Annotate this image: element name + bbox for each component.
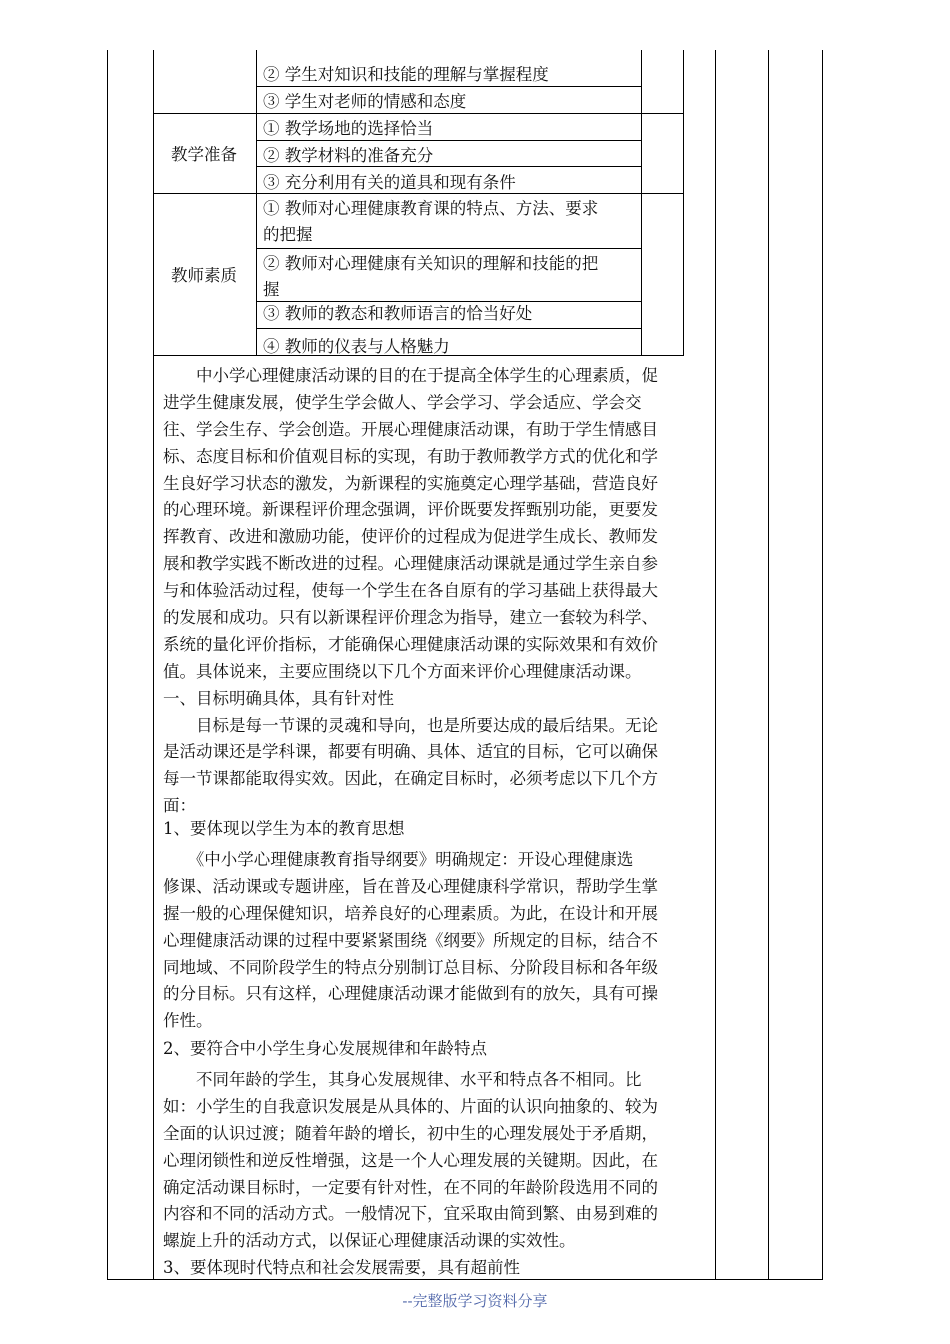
section-heading: 3、要体现时代特点和社会发展需要，具有超前性 xyxy=(163,1258,520,1277)
criteria-item: ④ 教师的仪表与人格魅力 xyxy=(263,337,450,356)
text-line: 是活动课还是学科课，都要有明确、具体、适宜的目标，它可以确保 xyxy=(163,742,658,762)
row-divider xyxy=(256,166,642,167)
criteria-item: ① 教师对心理健康教育课的特点、方法、要求 xyxy=(263,199,599,218)
teaching-prep-label: 教学准备 xyxy=(171,145,237,164)
section-heading: 一、目标明确具体，具有针对性 xyxy=(163,688,394,708)
text-line: 系统的量化评价指标，才能确保心理健康活动课的实际效果和有效价 xyxy=(163,634,658,654)
criteria-item: ③ 充分利用有关的道具和现有条件 xyxy=(263,173,516,192)
col-divider xyxy=(153,50,154,1280)
page-footer: --完整版学习资料分享 xyxy=(402,1292,548,1310)
text-line: 心理健康活动课的过程中要紧紧围绕《纲要》所规定的目标，结合不 xyxy=(163,930,658,950)
row-divider xyxy=(153,113,684,114)
text-line: 目标是每一节课的灵魂和导向，也是所要达成的最后结果。无论 xyxy=(163,715,658,735)
text-line: 挥教育、改进和激励功能，使评价的过程成为促进学生成长、教师发 xyxy=(163,527,658,547)
section-heading: 2、要符合中小学生身心发展规律和年龄特点 xyxy=(163,1039,487,1058)
text-line: 的心理环境。新课程评价理念强调，评价既要发挥甄别功能，更要发 xyxy=(163,500,658,520)
text-line: 标、态度目标和价值观目标的实现，有助于教师教学方式的优化和学 xyxy=(163,446,658,466)
row-divider xyxy=(256,140,642,141)
criteria-item: ① 教学场地的选择恰当 xyxy=(263,119,434,138)
text-line: 的发展和成功。只有以新课程评价理念为指导，建立一套较为科学、 xyxy=(163,608,658,628)
col-divider xyxy=(256,50,257,356)
criteria-item: ② 学生对知识和技能的理解与掌握程度 xyxy=(263,65,549,84)
criteria-item: ② 教学材料的准备充分 xyxy=(263,146,434,165)
row-divider xyxy=(256,328,642,329)
col-divider xyxy=(683,50,684,356)
text-line: 内容和不同的活动方式。一般情况下，宜采取由简到繁、由易到难的 xyxy=(163,1204,658,1224)
text-line: 《中小学心理健康教育指导纲要》明确规定：开设心理健康选 xyxy=(163,850,634,869)
text-line: 往、学会生存、学会创造。开展心理健康活动课，有助于学生情感目 xyxy=(163,419,658,439)
row-divider xyxy=(256,248,642,249)
criteria-item: 握 xyxy=(263,280,280,299)
criteria-item: 的把握 xyxy=(263,225,313,244)
text-line: 值。具体说来，主要应围绕以下几个方面来评价心理健康活动课。 xyxy=(163,661,642,681)
text-line: 面： xyxy=(163,796,196,816)
body-text xyxy=(163,363,715,820)
section-heading: 1、要体现以学生为本的教育思想 xyxy=(163,819,405,838)
text-line: 全面的认识过渡；随着年龄的增长，初中生的心理发展处于矛盾期， xyxy=(163,1123,658,1143)
text-line: 进学生健康发展，使学生学会做人、学会学习、学会适应、学会交 xyxy=(163,392,642,412)
text-line: 作性。 xyxy=(163,1011,213,1031)
text-line: 与和体验活动过程，使每一个学生在各自原有的学习基础上获得最大 xyxy=(163,581,658,601)
row-divider xyxy=(256,301,642,302)
criteria-item: ② 教师对心理健康有关知识的理解和技能的把 xyxy=(263,254,599,273)
criteria-item: ③ 教师的教态和教师语言的恰当好处 xyxy=(263,304,533,323)
row-divider xyxy=(153,193,684,194)
table-border-right xyxy=(822,50,823,1280)
text-line: 心理闭锁性和逆反性增强，这是一个人心理发展的关键期。因此，在 xyxy=(163,1150,658,1170)
table-border-left xyxy=(107,50,108,1280)
section-2 xyxy=(163,1036,715,1063)
text-line: 螺旋上升的活动方式，以保证心理健康活动课的实效性。 xyxy=(163,1231,576,1251)
text-line: 的分目标。只有这样，心理健康活动课才能做到有的放矢，具有可操 xyxy=(163,984,658,1004)
text-line: 同地域、不同阶段学生的特点分别制订总目标、分阶段目标和各年级 xyxy=(163,957,658,977)
col-divider xyxy=(715,50,716,1280)
section-1 xyxy=(163,816,715,843)
text-line: 展和教学实践不断改进的过程。心理健康活动课就是通过学生亲自参 xyxy=(163,554,658,574)
text-line: 如：小学生的自我意识发展是从具体的、片面的认识向抽象的、较为 xyxy=(163,1096,658,1116)
section-2-body xyxy=(163,1067,715,1255)
text-line: 确定活动课目标时，一定要有针对性，在不同的年龄阶段选用不同的 xyxy=(163,1177,658,1197)
teacher-quality-label: 教师素质 xyxy=(171,266,237,285)
criteria-item: ③ 学生对老师的情感和态度 xyxy=(263,92,467,111)
row-divider xyxy=(256,86,642,87)
text-line: 每一节课都能取得实效。因此，在确定目标时，必须考虑以下几个方 xyxy=(163,769,658,789)
text-line: 中小学心理健康活动课的目的在于提高全体学生的心理素质，促 xyxy=(163,366,658,385)
text-line: 握一般的心理保健知识，培养良好的心理素质。为此，在设计和开展 xyxy=(163,903,658,923)
col-divider xyxy=(768,50,769,1280)
text-line: 修课、活动课或专题讲座，旨在普及心理健康科学常识，帮助学生掌 xyxy=(163,876,658,896)
section-3 xyxy=(163,1255,715,1282)
section-1-body xyxy=(163,847,715,1035)
text-line: 生良好学习状态的激发，为新课程的实施奠定心理学基础，营造良好 xyxy=(163,473,658,493)
text-line: 不同年龄的学生，其身心发展规律、水平和特点各不相同。比 xyxy=(163,1070,642,1089)
col-divider xyxy=(641,50,642,356)
